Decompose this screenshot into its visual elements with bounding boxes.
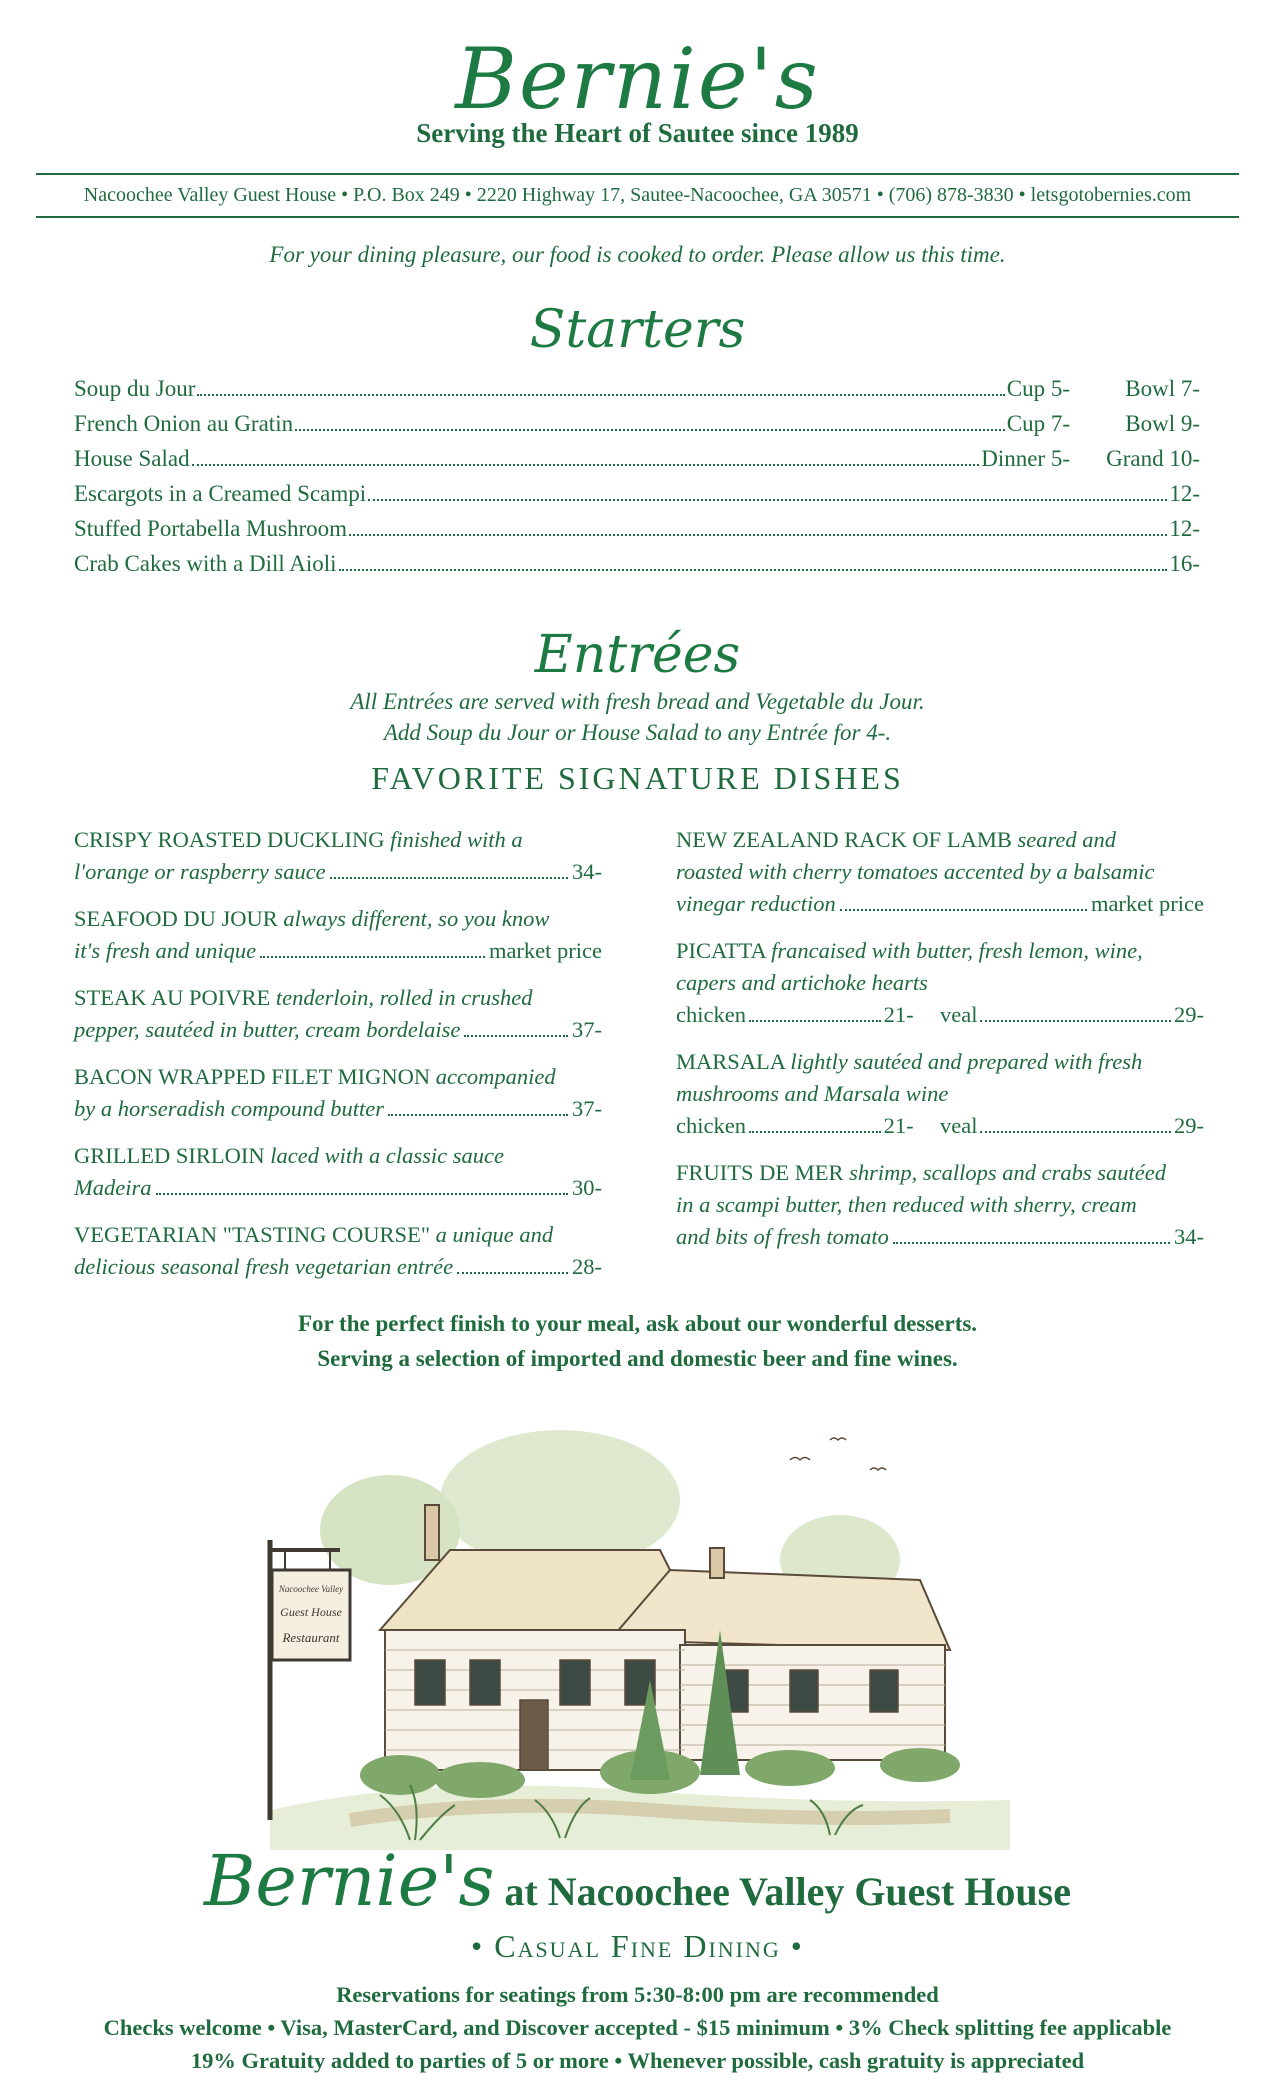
dish-description: vinegar reduction (676, 891, 836, 916)
divider (36, 216, 1239, 218)
starter-name: Stuffed Portabella Mushroom (74, 516, 347, 541)
dot-leader (260, 956, 485, 958)
dot-leader (980, 1131, 1171, 1133)
door (520, 1700, 548, 1770)
menu-item-picatta (676, 935, 1204, 1031)
sign-text: Restaurant (282, 1630, 340, 1645)
reservation-line: Reservations for seatings from 5:30-8:00 pm are recommended (336, 1982, 939, 2007)
starter-row (74, 446, 1200, 481)
dot-leader (464, 1035, 568, 1037)
option-price: 29- (1173, 1113, 1204, 1138)
dot-leader (457, 1272, 568, 1274)
entrees-left-column (74, 824, 602, 1298)
dish-description: delicious seasonal fresh vegetarian entrée (74, 1254, 454, 1279)
dish-description: in a scampi butter, then reduced with sherry, cream (676, 1192, 1137, 1217)
dish-description: lightly sautéed and prepared with fresh (790, 1049, 1143, 1074)
menu-item (74, 982, 602, 1046)
dish-name: NEW ZEALAND RACK OF LAMB (676, 827, 1012, 852)
dish-description: seared and (1017, 827, 1116, 852)
starter-price-large: Grand 10- (1106, 446, 1200, 471)
dot-leader (749, 1131, 881, 1133)
dish-description: finished with a (390, 827, 523, 852)
menu-item (74, 1140, 602, 1204)
dish-description: capers and artichoke hearts (676, 970, 928, 995)
option-price: 21- (883, 1002, 914, 1027)
menu-item (74, 1219, 602, 1283)
dish-description: pepper, sautéed in butter, cream bordelaise (74, 1017, 461, 1042)
dish-description: and bits of fresh tomato (676, 1224, 889, 1249)
menu-item-lamb (676, 824, 1204, 920)
entrees-heading: Entrées (534, 625, 741, 685)
menu-item-marsala (676, 1046, 1204, 1142)
sign-text: Guest House (280, 1605, 342, 1619)
starter-name: French Onion au Gratin (74, 411, 294, 436)
signature-dishes-heading: FAVORITE SIGNATURE DISHES (371, 760, 904, 796)
option-label: veal (939, 1002, 978, 1027)
birds (790, 1438, 886, 1470)
dish-description: francaised with butter, fresh lemon, wine, (771, 938, 1143, 963)
dessert-note (0, 1306, 1275, 1376)
starter-row (74, 516, 1200, 551)
dish-price: 30- (572, 1175, 602, 1200)
chimney (425, 1505, 439, 1560)
starter-price-small: Cup 7- (1006, 411, 1070, 436)
dish-description: a unique and (435, 1222, 554, 1247)
divider (36, 173, 1239, 175)
sign-text: Nacoochee Valley (278, 1584, 344, 1594)
dish-price: market price (488, 938, 602, 963)
option-price: 21- (883, 1113, 914, 1138)
starter-price-large: Bowl 7- (1125, 376, 1200, 401)
dish-name: VEGETARIAN "TASTING COURSE" (74, 1222, 431, 1247)
dish-price: 34- (1174, 1224, 1204, 1249)
payment-line: Checks welcome • Visa, MasterCard, and Discover accepted - $15 minimum • 3% Check splitting fee applicable (103, 2015, 1172, 2040)
dish-name: FRUITS DE MER (676, 1160, 844, 1185)
dish-name: STEAK AU POIVRE (74, 985, 271, 1010)
menu-item (74, 1061, 602, 1125)
dish-description: it's fresh and unique (74, 938, 257, 963)
menu-item (74, 824, 602, 888)
starters-heading: Starters (529, 300, 746, 360)
policies (0, 1978, 1275, 2077)
restaurant-logo: Bernie's (455, 30, 820, 128)
entrees-note-line: Add Soup du Jour or House Salad to any Entrée for 4-. (383, 720, 892, 745)
dish-name: SEAFOOD DU JOUR (74, 906, 278, 931)
starters-list (74, 376, 1200, 586)
dot-leader (197, 394, 1004, 396)
dish-description: roasted with cherry tomatoes accented by a balsamic (676, 859, 1155, 884)
entrees-note-line: All Entrées are served with fresh bread and Vegetable du Jour. (350, 689, 925, 714)
starter-price-small: Dinner 5- (981, 446, 1070, 471)
starter-row (74, 551, 1200, 586)
starter-price: 16- (1169, 551, 1200, 576)
gratuity-line: 19% Gratuity added to parties of 5 or more • Whenever possible, cash gratuity is appreciated (190, 2048, 1085, 2073)
footer-location: at Nacoochee Valley Guest House (494, 1869, 1071, 1914)
starter-row (74, 376, 1200, 411)
dish-name: BACON WRAPPED FILET MIGNON (74, 1064, 431, 1089)
dish-description: laced with a classic sauce (270, 1143, 504, 1168)
dish-description: always different, so you know (283, 906, 550, 931)
dish-name: GRILLED SIRLOIN (74, 1143, 265, 1168)
dish-name: CRISPY ROASTED DUCKLING (74, 827, 385, 852)
dot-leader (893, 1242, 1170, 1244)
option-label: veal (939, 1113, 978, 1138)
drinks-line: Serving a selection of imported and domestic beer and fine wines. (317, 1346, 958, 1371)
casual-fine-dining: • Casual Fine Dining • (471, 1928, 804, 1964)
starter-row (74, 481, 1200, 516)
footer-logo: Bernie's (203, 1840, 495, 1922)
address-line: Nacoochee Valley Guest House • P.O. Box 249 • 2220 Highway 17, Sautee-Nacoochee, GA 30571 • (706) 878-3830 • letsgotobernies.com (83, 184, 1192, 206)
dish-description: Madeira (74, 1175, 152, 1200)
dish-description: l'orange or raspberry sauce (74, 859, 326, 884)
guest-house-sketch (230, 1380, 1030, 1860)
option-label: chicken (676, 1002, 746, 1027)
option-price: 29- (1173, 1002, 1204, 1027)
dish-price: 37- (572, 1096, 602, 1121)
dish-description: tenderloin, rolled in crushed (275, 985, 533, 1010)
dish-name: MARSALA (676, 1049, 785, 1074)
option-label: chicken (676, 1113, 746, 1138)
starter-price-large: Bowl 9- (1125, 411, 1200, 436)
menu-item (74, 903, 602, 967)
dish-price: 28- (572, 1254, 602, 1279)
dish-price: 37- (572, 1017, 602, 1042)
dot-leader (388, 1114, 568, 1116)
dish-name: PICATTA (676, 938, 766, 963)
dish-description: by a horseradish compound butter (74, 1096, 384, 1121)
menu-item-fruits-de-mer (676, 1157, 1204, 1253)
starter-price: 12- (1169, 516, 1200, 541)
dining-note: For your dining pleasure, our food is cooked to order. Please allow us this time. (269, 242, 1006, 267)
starter-row (74, 411, 1200, 446)
dish-price: market price (1090, 891, 1204, 916)
starter-name: House Salad (74, 446, 190, 471)
dot-leader (840, 909, 1087, 911)
dessert-line: For the perfect finish to your meal, ask about our wonderful desserts. (297, 1311, 978, 1336)
dot-leader (295, 429, 1005, 431)
footer-brand (0, 1840, 1275, 1922)
starter-name: Soup du Jour (74, 376, 196, 401)
tagline: Serving the Heart of Sautee since 1989 (416, 118, 859, 148)
dish-description: mushrooms and Marsala wine (676, 1081, 949, 1106)
chimney (710, 1548, 724, 1578)
entrees-right-column (676, 824, 1204, 1268)
dish-description: shrimp, scallops and crabs sautéed (849, 1160, 1167, 1185)
dish-description: accompanied (435, 1064, 556, 1089)
dot-leader (980, 1020, 1171, 1022)
starter-name: Crab Cakes with a Dill Aioli (74, 551, 337, 576)
starter-price: 12- (1169, 481, 1200, 506)
dot-leader (330, 877, 568, 879)
starter-price-small: Cup 5- (1006, 376, 1070, 401)
dot-leader (156, 1193, 569, 1195)
dot-leader (339, 569, 1168, 571)
entrees-note (0, 686, 1275, 748)
dot-leader (349, 534, 1167, 536)
dot-leader (192, 464, 980, 466)
dish-price: 34- (572, 859, 602, 884)
starter-name: Escargots in a Creamed Scampi (74, 481, 367, 506)
dot-leader (749, 1020, 881, 1022)
dot-leader (368, 499, 1167, 501)
